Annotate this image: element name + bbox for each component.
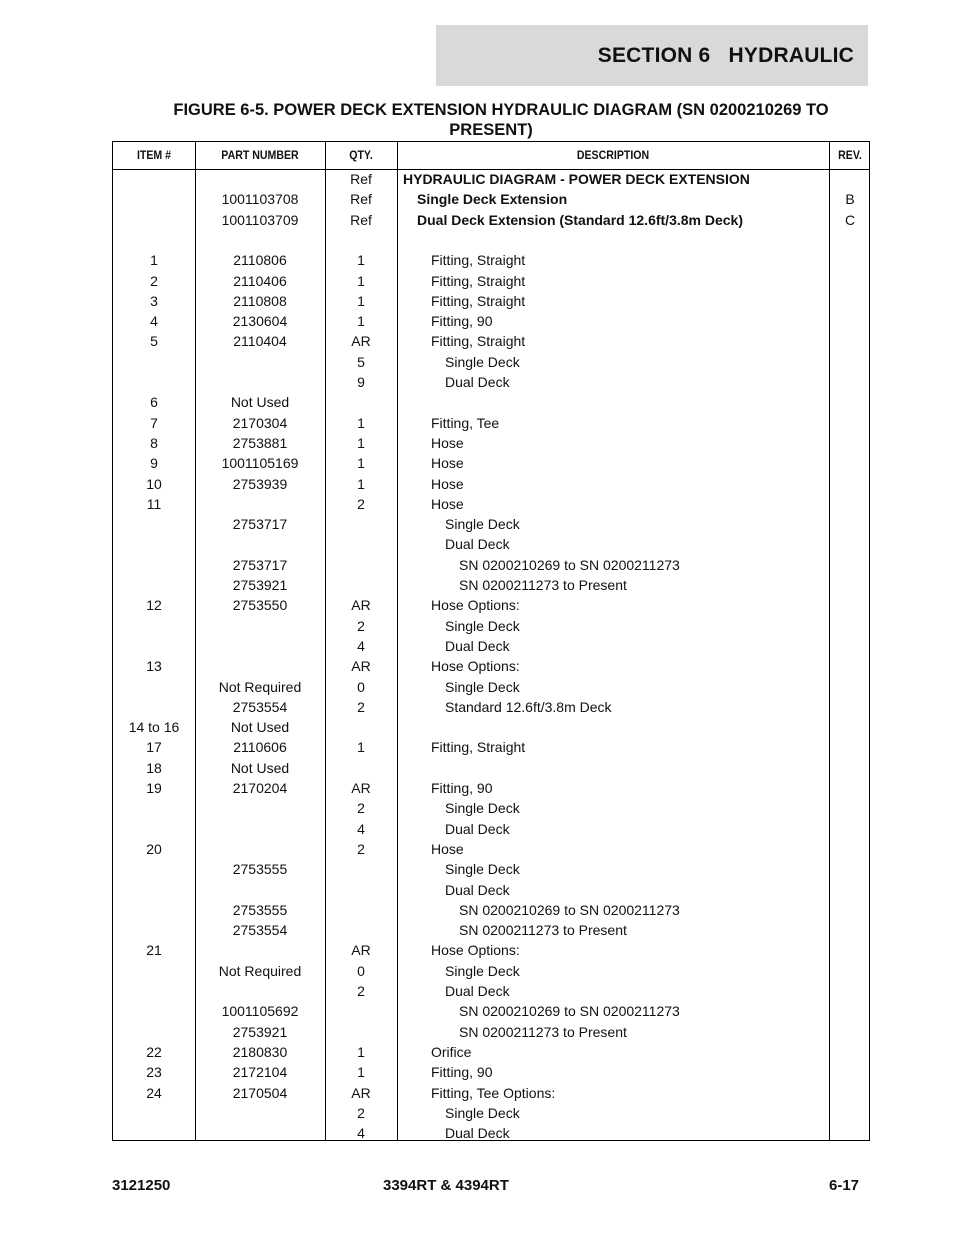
- description-cell: HYDRAULIC DIAGRAM - POWER DECK EXTENSION: [403, 171, 750, 187]
- description-cell: Fitting, Straight: [431, 333, 526, 350]
- description-cell: Fitting, Straight: [431, 739, 526, 756]
- table-row: [113, 250, 869, 270]
- part-number-cell: 2130604: [232, 313, 288, 330]
- description-cell: Dual Deck: [445, 374, 510, 390]
- qty-cell: 1: [357, 252, 365, 269]
- description-cell: Standard 12.6ft/3.8m Deck: [445, 698, 612, 715]
- footer-page-number: 6-17: [829, 1177, 860, 1194]
- part-number-cell: 2180830: [232, 1043, 288, 1060]
- table-row: [113, 230, 869, 250]
- part-number-cell: 2110806: [233, 252, 287, 269]
- description-cell: Fitting, Tee Options:: [431, 1084, 556, 1101]
- qty-cell: 1: [357, 414, 365, 431]
- qty-cell: 2: [357, 840, 365, 857]
- item-cell: 2: [150, 272, 158, 289]
- table-row: [113, 453, 869, 473]
- qty-cell: 1: [357, 1043, 365, 1060]
- qty-cell: 2: [357, 800, 365, 817]
- table-header-row: [113, 142, 869, 170]
- item-cell: 6: [150, 394, 158, 411]
- item-cell: 20: [146, 840, 162, 857]
- part-number-cell: 2753881: [232, 434, 288, 451]
- description-cell: Dual Deck: [445, 1125, 510, 1142]
- part-number-cell: 2753550: [232, 597, 288, 614]
- description-cell: Fitting, 90: [431, 313, 493, 330]
- table-row: [113, 1001, 869, 1021]
- table-row: [113, 1103, 869, 1123]
- part-number-cell: Not Used: [230, 394, 290, 411]
- qty-cell: Ref: [350, 171, 372, 187]
- qty-cell: Ref: [350, 191, 372, 208]
- description-cell: Dual Deck Extension (Standard 12.6ft/3.8m Deck): [417, 211, 743, 228]
- description-cell: Hose: [431, 434, 464, 451]
- table-row: [113, 1042, 869, 1062]
- item-cell: 1: [150, 252, 158, 269]
- qty-cell: 1: [357, 292, 365, 309]
- item-cell: 10: [146, 475, 162, 492]
- table-row: [113, 737, 869, 757]
- description-cell: Dual Deck: [445, 820, 510, 837]
- part-number-cell: 2110406: [233, 272, 287, 289]
- item-cell: 4: [150, 313, 158, 330]
- part-number-cell: 2753717: [232, 556, 288, 573]
- table-row: [113, 311, 869, 331]
- part-number-cell: 2172104: [232, 1064, 288, 1081]
- part-number-cell: 1001103708: [221, 191, 299, 208]
- qty-cell: 0: [357, 678, 365, 695]
- description-cell: Dual Deck: [445, 881, 510, 898]
- item-cell: 7: [150, 414, 158, 431]
- table-row: [113, 413, 869, 433]
- qty-cell: 2: [357, 983, 365, 999]
- rev-cell: B: [845, 191, 855, 208]
- description-cell: Hose: [431, 455, 464, 472]
- table-row: [113, 758, 869, 778]
- description-cell: Single Deck: [445, 678, 520, 695]
- table-row: [113, 575, 869, 595]
- table-row: [113, 677, 869, 697]
- description-cell: SN 0200210269 to SN 0200211273: [459, 1003, 680, 1020]
- part-number-cell: 2753921: [232, 1023, 288, 1040]
- section-header: [436, 25, 868, 86]
- table-row: [113, 819, 869, 839]
- part-number-cell: 2753554: [232, 922, 288, 939]
- qty-cell: 2: [357, 698, 365, 715]
- table-row: [113, 1062, 869, 1082]
- figure-title: [112, 100, 870, 140]
- description-cell: Hose Options:: [431, 658, 520, 675]
- header-item: ITEM #: [136, 149, 172, 162]
- description-cell: Fitting, 90: [431, 1064, 493, 1081]
- description-cell: Single Deck: [445, 800, 520, 817]
- part-number-cell: 1001103709: [221, 211, 299, 228]
- qty-cell: Ref: [350, 211, 372, 228]
- table-row: [113, 291, 869, 311]
- description-cell: Single Deck: [445, 353, 520, 370]
- table-row: [113, 595, 869, 615]
- description-cell: SN 0200210269 to SN 0200211273: [459, 901, 680, 918]
- footer-doc-number: 3121250: [112, 1177, 171, 1194]
- description-cell: Fitting, Straight: [431, 252, 526, 269]
- table-row: [113, 839, 869, 859]
- qty-cell: 2: [357, 495, 365, 512]
- qty-cell: 1: [357, 455, 365, 472]
- part-number-cell: 1001105692: [221, 1003, 299, 1020]
- part-number-cell: 2753555: [232, 901, 288, 918]
- qty-cell: 1: [357, 739, 365, 756]
- table-row: [113, 433, 869, 453]
- description-cell: SN 0200211273 to Present: [459, 577, 627, 593]
- part-number-cell: 1001105169: [221, 455, 299, 472]
- part-number-cell: 2110808: [233, 292, 287, 309]
- item-cell: 5: [150, 333, 158, 350]
- item-cell: 17: [146, 739, 162, 756]
- table-row: [113, 697, 869, 717]
- part-number-cell: Not Required: [218, 678, 302, 695]
- item-cell: 23: [146, 1064, 162, 1081]
- table-row: [113, 331, 869, 351]
- figure-title-line-2: PRESENT): [449, 121, 533, 139]
- item-cell: 22: [146, 1043, 162, 1060]
- part-number-cell: 2170304: [232, 414, 288, 431]
- description-cell: Fitting, Straight: [431, 292, 526, 309]
- table-row: [113, 859, 869, 879]
- part-number-cell: 2110606: [233, 739, 287, 756]
- qty-cell: 4: [357, 820, 365, 837]
- description-cell: Single Deck: [445, 962, 520, 979]
- qty-cell: 1: [357, 475, 365, 492]
- item-cell: 9: [150, 455, 158, 472]
- table-row: [113, 961, 869, 981]
- qty-cell: 1: [357, 1064, 365, 1081]
- table-row: [113, 636, 869, 656]
- description-cell: SN 0200210269 to SN 0200211273: [459, 556, 680, 573]
- item-cell: 8: [150, 434, 158, 451]
- item-cell: 24: [146, 1084, 162, 1101]
- table-row: [113, 392, 869, 412]
- table-row: [113, 798, 869, 818]
- header-description: DESCRIPTION: [576, 149, 650, 162]
- qty-cell: AR: [351, 942, 371, 959]
- item-cell: 13: [146, 658, 162, 675]
- qty-cell: 2: [357, 1104, 365, 1121]
- description-cell: Single Deck: [445, 1104, 520, 1121]
- part-number-cell: 2110404: [233, 333, 287, 350]
- qty-cell: 2: [357, 617, 365, 634]
- qty-cell: AR: [351, 1084, 371, 1101]
- qty-cell: AR: [351, 658, 371, 675]
- description-cell: Hose: [431, 840, 464, 857]
- qty-cell: 9: [357, 374, 365, 390]
- qty-cell: 1: [357, 272, 365, 289]
- figure-title-line-1: FIGURE 6-5. POWER DECK EXTENSION HYDRAULIC DIAGRAM (SN 0200210269 TO: [173, 101, 829, 119]
- description-cell: Single Deck Extension: [417, 191, 568, 208]
- table-row: [113, 1123, 869, 1143]
- part-number-cell: 2753555: [232, 861, 288, 878]
- part-number-cell: 2170204: [232, 780, 288, 796]
- description-cell: Fitting, Straight: [431, 272, 526, 289]
- item-cell: 14 to 16: [128, 719, 180, 736]
- description-cell: Orifice: [431, 1043, 472, 1060]
- table-row: [113, 555, 869, 575]
- qty-cell: 5: [357, 353, 365, 370]
- parts-table: [112, 141, 870, 1141]
- description-cell: Single Deck: [445, 516, 520, 533]
- header-rev: REV.: [838, 149, 862, 162]
- table-row: [113, 514, 869, 534]
- description-cell: SN 0200211273 to Present: [459, 922, 627, 939]
- part-number-cell: 2753921: [232, 577, 288, 593]
- table-row: [113, 210, 869, 230]
- description-cell: Fitting, Tee: [431, 414, 500, 431]
- item-cell: 18: [146, 759, 162, 776]
- table-row: [113, 1083, 869, 1103]
- table-row: [113, 940, 869, 960]
- table-row: [113, 981, 869, 1001]
- qty-cell: AR: [351, 333, 371, 350]
- description-cell: Single Deck: [445, 617, 520, 634]
- table-row: [113, 189, 869, 209]
- table-row: [113, 494, 869, 514]
- description-cell: SN 0200211273 to Present: [459, 1023, 627, 1040]
- table-row: [113, 778, 869, 798]
- table-row: [113, 534, 869, 554]
- header-part-number: PART NUMBER: [221, 149, 299, 162]
- table-row: [113, 474, 869, 494]
- table-row: [113, 900, 869, 920]
- part-number-cell: Not Used: [230, 759, 290, 776]
- part-number-cell: 2753554: [232, 698, 288, 715]
- table-row: [113, 352, 869, 372]
- table-row: [113, 169, 869, 189]
- part-number-cell: 2753717: [232, 516, 288, 533]
- table-row: [113, 717, 869, 737]
- table-row: [113, 656, 869, 676]
- table-row: [113, 1022, 869, 1042]
- rev-cell: C: [844, 211, 856, 228]
- item-cell: 11: [146, 495, 162, 512]
- qty-cell: 1: [357, 434, 365, 451]
- item-cell: 19: [146, 780, 162, 796]
- description-cell: Dual Deck: [445, 536, 510, 553]
- qty-cell: 4: [357, 1125, 365, 1142]
- part-number-cell: Not Required: [218, 962, 302, 979]
- table-row: [113, 372, 869, 392]
- table-row: [113, 880, 869, 900]
- description-cell: Fitting, 90: [431, 780, 493, 796]
- description-cell: Hose: [431, 495, 464, 512]
- description-cell: Single Deck: [445, 861, 520, 878]
- part-number-cell: 2170504: [232, 1084, 288, 1101]
- table-row: [113, 616, 869, 636]
- table-row: [113, 920, 869, 940]
- qty-cell: AR: [351, 780, 371, 796]
- qty-cell: 4: [357, 637, 365, 654]
- item-cell: 12: [146, 597, 162, 614]
- description-cell: Dual Deck: [445, 983, 510, 999]
- header-qty: QTY.: [349, 149, 373, 162]
- part-number-cell: Not Used: [230, 719, 290, 736]
- item-cell: 3: [150, 292, 158, 309]
- item-cell: 21: [146, 942, 162, 959]
- description-cell: Dual Deck: [445, 637, 510, 654]
- part-number-cell: 2753939: [232, 475, 288, 492]
- qty-cell: AR: [351, 597, 371, 614]
- qty-cell: 1: [357, 313, 365, 330]
- description-cell: Hose Options:: [431, 942, 520, 959]
- description-cell: Hose Options:: [431, 597, 520, 614]
- section-title: SECTION 6 HYDRAULIC: [597, 43, 854, 67]
- qty-cell: 0: [357, 962, 365, 979]
- description-cell: Hose: [431, 475, 464, 492]
- footer-model: 3394RT & 4394RT: [383, 1177, 509, 1194]
- table-row: [113, 271, 869, 291]
